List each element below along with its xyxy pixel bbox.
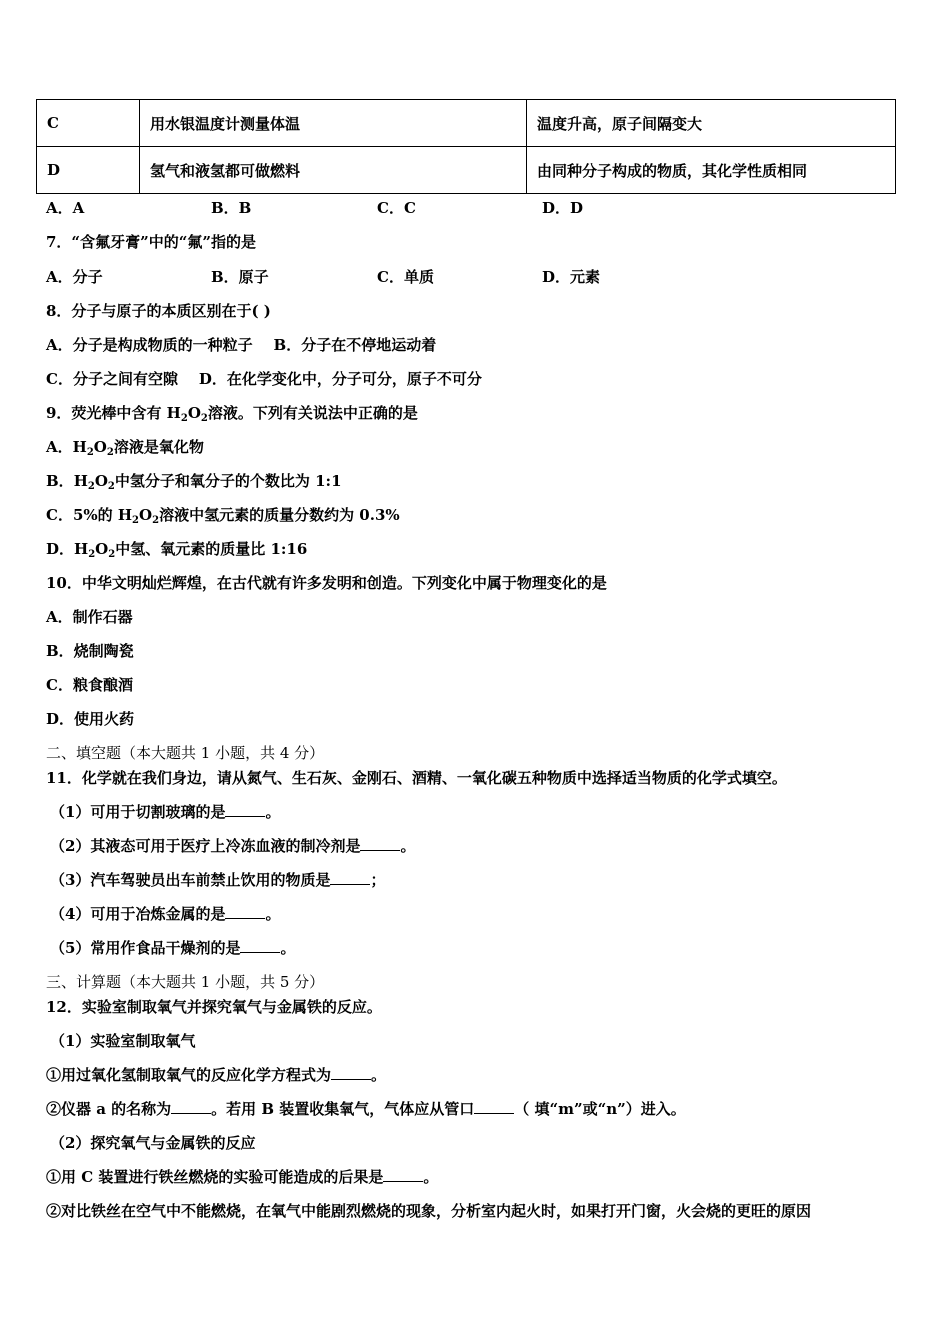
row-label: D xyxy=(37,147,140,194)
q10-choice-d: D．使用火药 xyxy=(46,710,135,728)
answer-blank[interactable] xyxy=(240,938,280,953)
answer-blank[interactable] xyxy=(360,836,400,851)
choice-c: C．单质 xyxy=(377,268,434,286)
formula-h2o2: $H_2O_2$ xyxy=(72,438,114,458)
formula-h2o2: $H_2O_2$ xyxy=(74,540,116,560)
choice-b: B．B xyxy=(211,199,252,217)
formula-h2o2: $H_2O_2$ xyxy=(117,506,160,526)
row-fact: 用水银温度计测量体温 xyxy=(140,100,527,147)
q9-choice-d: D．$H_2O_2$中氢、氧元素的质量比 1:16 xyxy=(46,540,308,560)
formula-h2o2: $H_2O_2$ xyxy=(166,404,208,424)
q8-choices-ab: A．分子是构成物质的一种粒子 B．分子在不停地运动着 xyxy=(46,336,437,354)
section-heading-calc: 三、计算题（本大题共 1 小题，共 5 分） xyxy=(46,973,325,991)
q10-choice-a: A．制作石器 xyxy=(46,608,133,626)
q8-choices-cd: C．分子之间有空隙 D．在化学变化中，分子可分，原子不可分 xyxy=(46,370,482,388)
q12-part2-a: ①用 C 装置进行铁丝燃烧的实验可能造成的后果是 。 xyxy=(46,1168,439,1186)
q12-part2-b: ②对比铁丝在空气中不能燃烧，在氧气中能剧烈燃烧的现象，分析室内起火时，如果打开门窗，火会烧的更旺的原因 xyxy=(46,1202,812,1220)
q12-stem: 12．实验室制取氧气并探究氧气与金属铁的反应。 xyxy=(46,998,382,1016)
answer-blank[interactable] xyxy=(225,802,265,817)
q11-item-5: （5）常用作食品干燥剂的是 。 xyxy=(50,939,296,957)
q7-stem: 7．“含氟牙膏”中的“氟”指的是 xyxy=(46,233,256,251)
q12-part1-a: ①用过氧化氢制取氧气的反应化学方程式为 。 xyxy=(46,1066,387,1084)
row-explanation: 由同种分子构成的物质，其化学性质相同 xyxy=(527,147,896,194)
choice-d: D．元素 xyxy=(542,268,601,286)
q11-item-4: （4）可用于冶炼金属的是 。 xyxy=(50,905,281,923)
answer-blank[interactable] xyxy=(225,904,265,919)
q10-choice-c: C．粮食酿酒 xyxy=(46,676,133,694)
q10-stem: 10．中华文明灿烂辉煌，在古代就有许多发明和创造。下列变化中属于物理变化的是 xyxy=(46,574,607,592)
section-heading-fill: 二、填空题（本大题共 1 小题，共 4 分） xyxy=(46,744,325,762)
q9-choice-a: A．$H_2O_2$溶液是氧化物 xyxy=(46,438,204,458)
q11-item-2: （2）其液态可用于医疗上冷冻血液的制冷剂是 。 xyxy=(50,837,416,855)
choice-a: A．A xyxy=(46,199,85,217)
q9-choice-c: C．5%的 $H_2O_2$溶液中氢元素的质量分数约为 0.3% xyxy=(46,506,400,526)
q8-stem: 8．分子与原子的本质区别在于( ) xyxy=(46,302,271,320)
formula-h2o2: $H_2O_2$ xyxy=(73,472,115,492)
q12-part1: （1）实验室制取氧气 xyxy=(50,1032,196,1050)
table-row xyxy=(37,147,896,194)
answer-blank[interactable] xyxy=(383,1167,423,1182)
answer-blank[interactable] xyxy=(330,870,370,885)
table-row xyxy=(37,100,896,147)
row-label: C xyxy=(37,100,140,147)
answer-blank[interactable] xyxy=(474,1099,514,1114)
choice-b: B．原子 xyxy=(211,268,269,286)
answer-blank[interactable] xyxy=(171,1099,211,1114)
choice-d: D．D xyxy=(542,199,584,217)
q12-part2: （2）探究氧气与金属铁的反应 xyxy=(50,1134,256,1152)
q9-stem: 9．荧光棒中含有 $H_2O_2$溶液。下列有关说法中正确的是 xyxy=(46,404,418,424)
row-fact: 氢气和液氢都可做燃料 xyxy=(140,147,527,194)
q11-stem: 11．化学就在我们身边，请从氮气、生石灰、金刚石、酒精、一氧化碳五种物质中选择适当物质的化学式填空。 xyxy=(46,769,787,787)
choice-c: C．C xyxy=(377,199,416,217)
options-table xyxy=(36,99,896,194)
q9-choice-b: B．$H_2O_2$中氢分子和氧分子的个数比为 1:1 xyxy=(46,472,342,492)
q11-item-3: （3）汽车驾驶员出车前禁止饮用的物质是 ； xyxy=(50,871,386,889)
q10-choice-b: B．烧制陶瓷 xyxy=(46,642,134,660)
choice-a: A．分子 xyxy=(46,268,103,286)
answer-blank[interactable] xyxy=(331,1065,371,1080)
q12-part1-b: ②仪器 a 的名称为 。若用 B 装置收集氧气，气体应从管口 （ 填“m”或“n”）进入。 xyxy=(46,1100,686,1118)
row-explanation: 温度升高，原子间隔变大 xyxy=(527,100,896,147)
q11-item-1: （1）可用于切割玻璃的是 。 xyxy=(50,803,281,821)
